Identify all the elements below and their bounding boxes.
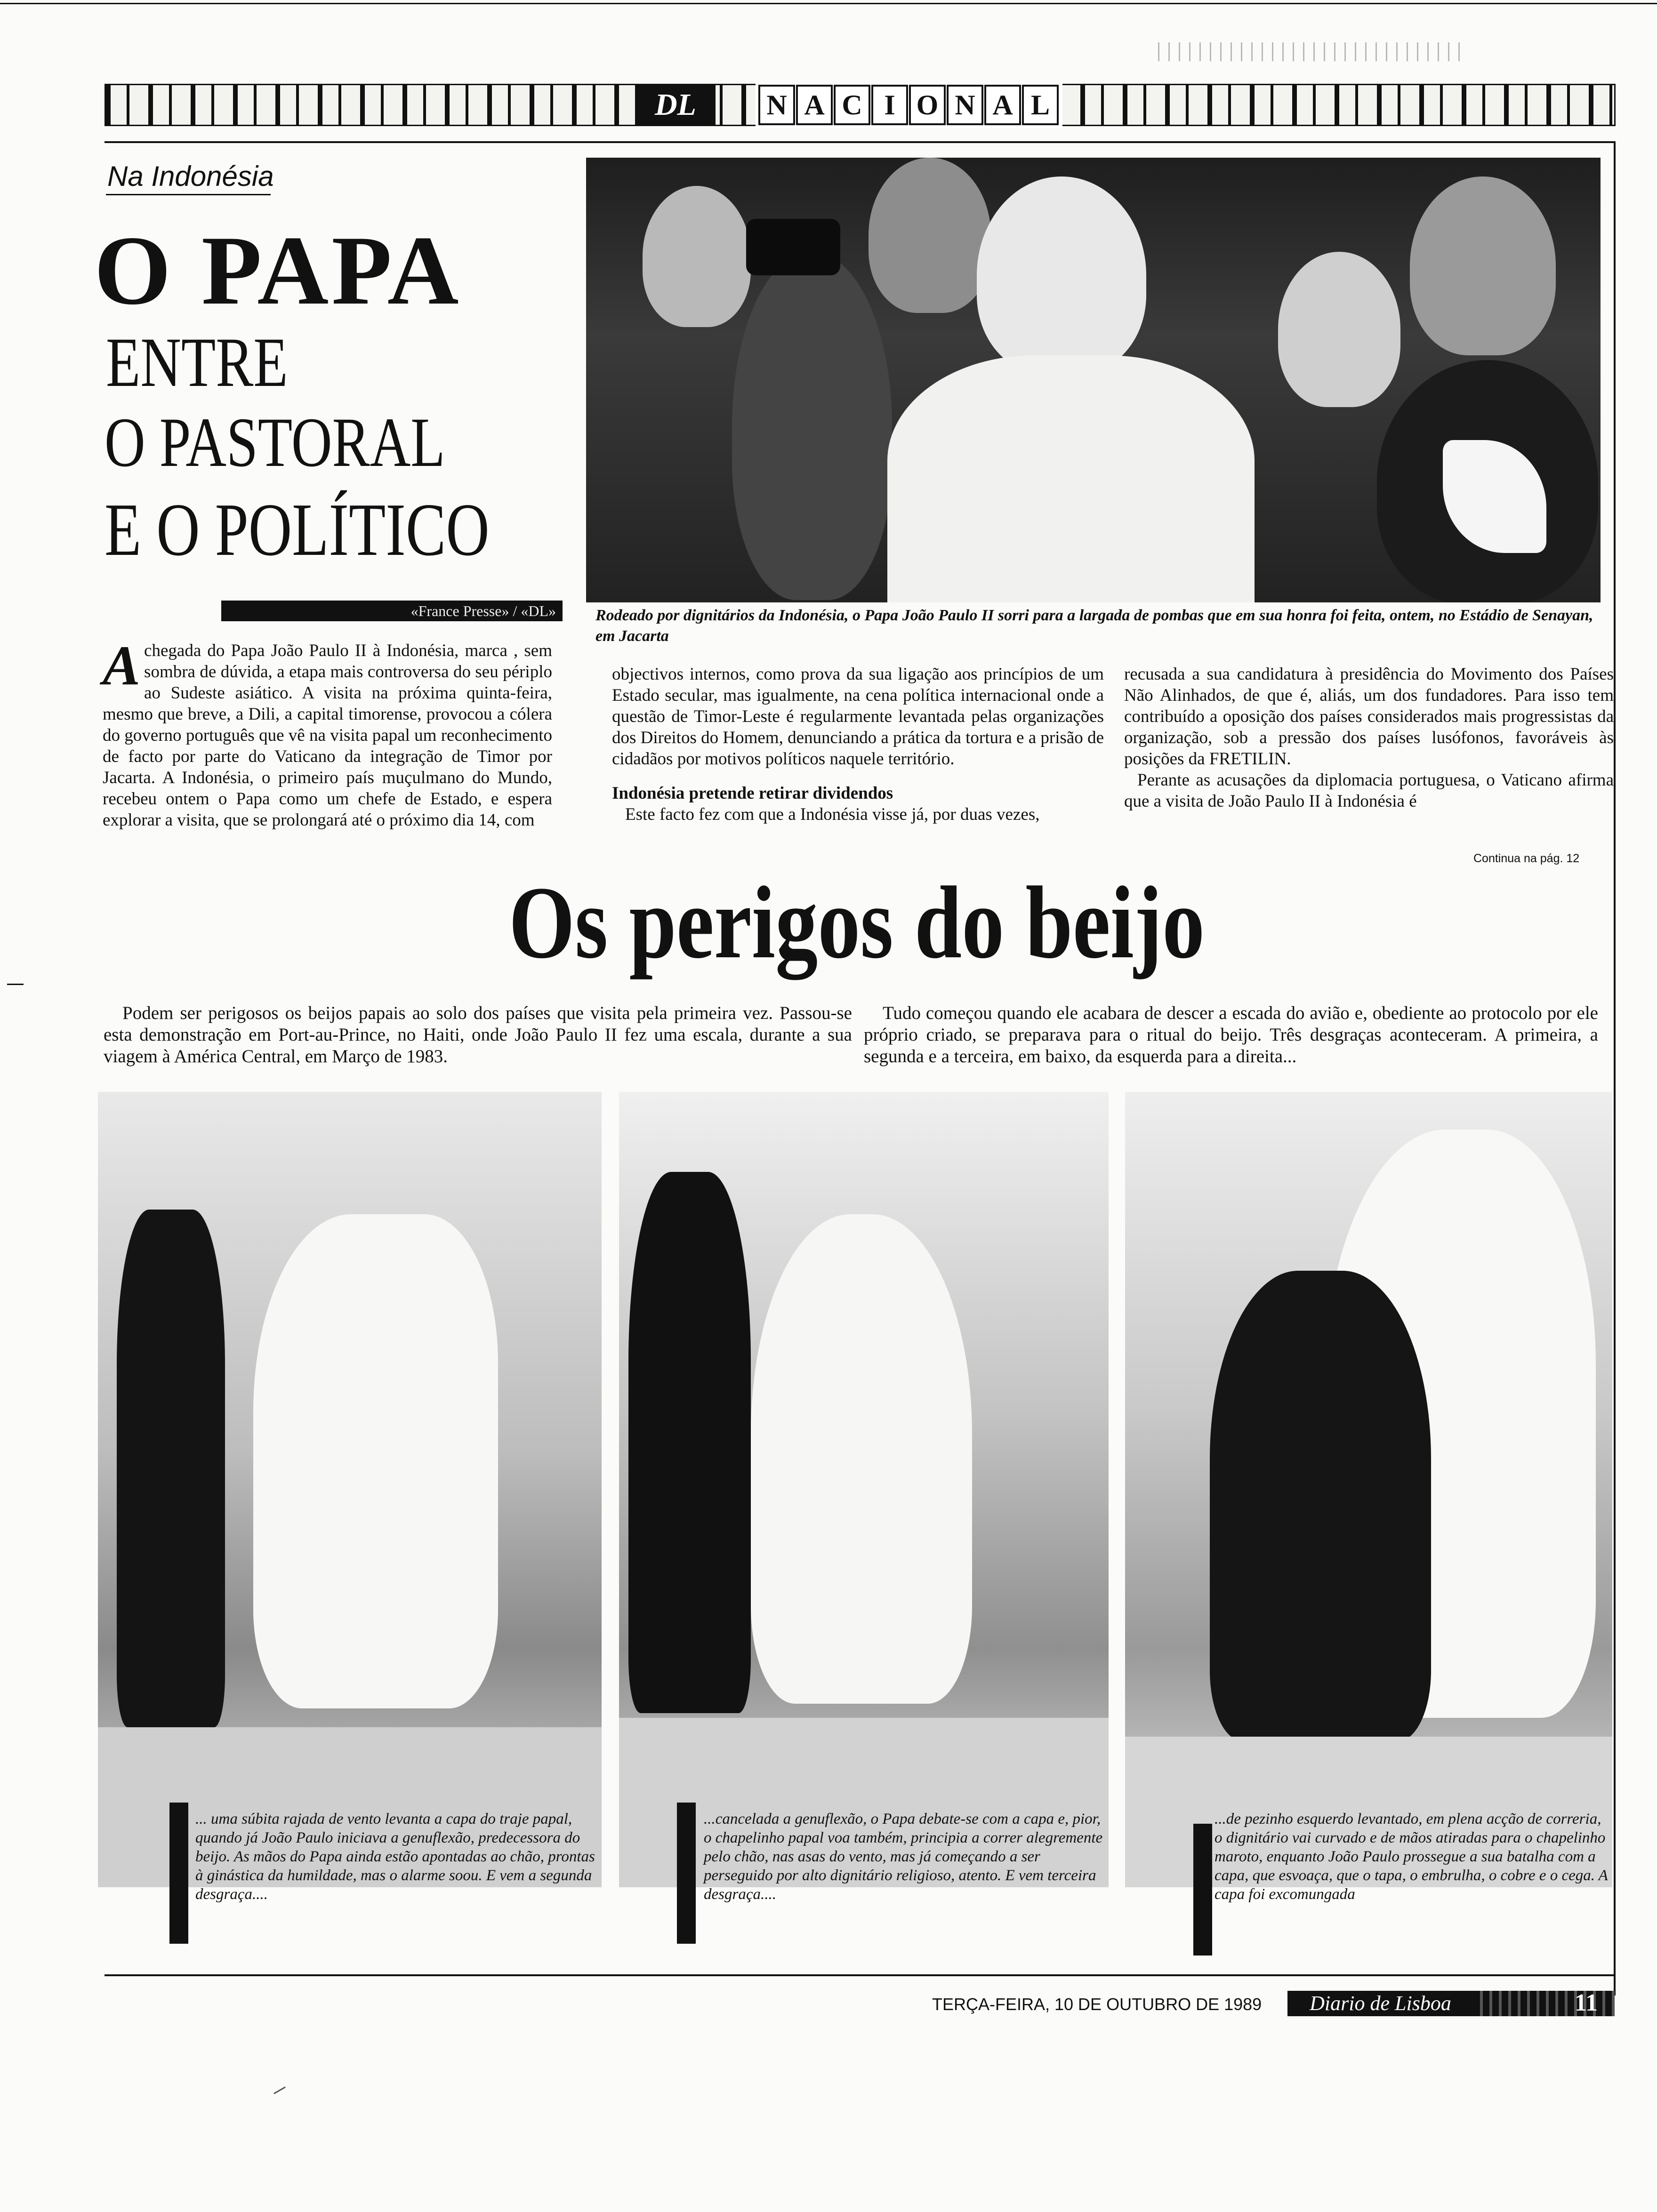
person-silhouette (628, 1172, 751, 1713)
headline-line3: O PASTORAL (105, 403, 445, 481)
section-letter: L (1022, 85, 1059, 125)
column-subhead: Indonésia pretende retirar dividendos (612, 784, 893, 803)
pope-figure (751, 1214, 972, 1704)
headline-line4: E O POLÍTICO (105, 488, 490, 571)
scan-mark (7, 984, 24, 985)
intro-right: Tudo começou quando ele acabara de descer a escada do avião e, obediente ao protocolo por ele próprio criado, se preparava para o ritual do beijo. Três desgraças aconteceram. A primeira, a segunda e a terceira, em baixo, da esquerda para a direita... (864, 1003, 1598, 1066)
person-silhouette (1410, 176, 1556, 355)
person-silhouette (732, 252, 892, 600)
footer-rule (105, 1974, 1616, 1976)
section-letter: A (796, 85, 833, 125)
article-column-3-para2: Perante as acusações da diplomacia portuguesa, o Vaticano afirma que a visita de João Paulo II à Indonésia é (1124, 770, 1614, 811)
kicker-underline (106, 194, 271, 195)
headline-line1: O PAPA (94, 216, 462, 325)
person-silhouette (746, 219, 840, 275)
article-column-3-text: recusada a sua candidatura à presidência do Movimento dos Países Não Alinhados, de que é, aliás, um dos fundadores. Para isso tem contribuído a oposição dos países considerados mais progressistas da organização, sob a pressão dos países lusófonos, favoráveis às posições da FRETILIN. (1124, 665, 1614, 769)
dl-logo: DL (635, 85, 716, 125)
caption-bar (677, 1803, 696, 1944)
photo-caption-1: ... uma súbita rajada de vento levanta a capa do traje papal, quando já João Paulo iniciava a genuflexão, predecessora do beijo. As mãos do Papa ainda estão apontadas ao chão, prontas à ginástica da humildade, mas o alarme soou. E vem a segunda desgraça.... (195, 1811, 595, 1903)
section-title-nacional (756, 84, 1062, 128)
drop-cap: A (103, 634, 141, 697)
footer-date: TERÇA-FEIRA, 10 DE OUTUBRO DE 1989 (932, 1995, 1262, 2014)
kiss-photo-1 (98, 1092, 602, 1887)
caption-bar (1193, 1824, 1212, 1956)
registration-marks (1158, 42, 1469, 61)
pope-robe (887, 355, 1255, 602)
photo-caption-2: ...cancelada a genuflexão, o Papa debate-se com a capa e, pior, o chapelinho papal voa também, principia a correr alegremente pelo chão, nas asas do vento, mas já começando a ser perseguido por alto dignitário religioso, atento. E vem terceira desgraça.... (704, 1811, 1103, 1903)
photo-caption-3: ...de pezinho esquerdo levantado, em plena acção de correria, o dignitário vai curvado e de mãos atiradas para o chapelinho maroto, enquanto João Paulo prossegue a sua batalha com a capa, que esvoaça, que o tapa, o embrulha, o cobre e o cega. A capa foi excomungada (1215, 1811, 1608, 1903)
scan-mark (273, 2086, 286, 2094)
kiss-photo-3 (1125, 1092, 1612, 1887)
right-border (1614, 141, 1616, 1996)
person-silhouette (643, 186, 751, 327)
pope-indonesia-photo (586, 158, 1601, 602)
article-column-2 (612, 664, 1104, 825)
section-letter: I (871, 85, 908, 125)
intro-left: Podem ser perigosos os beijos papais ao solo dos países que visita pela primeira vez. Passou-se esta demonstração em Port-au-Prince, no Haiti, onde João Paulo II fez uma escala, durante a sua viagem à América Central, em Março de 1983. (104, 1003, 852, 1066)
article-column-1-text: chegada do Papa João Paulo II à Indonésia, marca , sem sombra de dúvida, a etapa mais controversa do seu périplo ao Sudeste asiático. A visita na próxima quinta-feira, mesmo que breve, a Dili, a capital timorense, provocou a cólera do governo português que vê na visita papal um reconhecimento de facto por parte do Vaticano da integração de Timor por Jacarta. A Indonésia, o primeiro país muçulmano do Mundo, recebeu ontem o Papa como um chefe de Estado, e espera explorar a visita, que se prolongará até o próximo dia 14, com (103, 641, 552, 830)
pope-figure (253, 1214, 498, 1708)
section-letter: C (834, 85, 870, 125)
headline-line2: ENTRE (106, 323, 288, 401)
person-silhouette (1278, 252, 1400, 407)
article-column-2-text: objectivos internos, como prova da sua ligação aos princípios de um Estado secular, mas igualmente, na cena política internacional onde a questão de Timor-Leste é regularmente levantada pelas organizações dos Direitos do Homem, denunciando a prática da tortura e a prisão de cidadãos por motivos políticos naquele território. (612, 665, 1104, 769)
footer-masthead: Diario de Lisboa (1287, 1991, 1473, 2016)
continued-note: Continua na pág. 12 (1473, 852, 1580, 865)
article-column-3 (1124, 664, 1614, 812)
page-number: 11 (1575, 1989, 1598, 2016)
article-column-2-after: Este facto fez com que a Indonésia visse já, por duas vezes, (625, 805, 1040, 824)
top-photo-caption: Rodeado por dignitários da Indonésia, o Papa João Paulo II sorri para a largada de pombas que em sua honra foi feita, ontem, no Estádio de Senayan, em Jacarta (595, 607, 1593, 645)
person-silhouette (869, 158, 991, 313)
section-letter: N (947, 85, 983, 125)
section-letter: A (984, 85, 1021, 125)
person-silhouette (117, 1210, 225, 1727)
kicker: Na Indonésia (107, 160, 274, 192)
article-column-1 (103, 634, 552, 831)
top-border-line (0, 3, 1657, 4)
byline-bar: «France Presse» / «DL» (221, 601, 563, 621)
header-underline (105, 141, 1616, 143)
section-letter: N (758, 85, 795, 125)
pope-figure (977, 176, 1146, 374)
second-headline: Os perigos do beijo (508, 865, 1205, 980)
kiss-photo-2 (619, 1092, 1109, 1887)
section-letter: O (909, 85, 946, 125)
person-silhouette (1210, 1271, 1431, 1741)
caption-bar (169, 1803, 188, 1944)
